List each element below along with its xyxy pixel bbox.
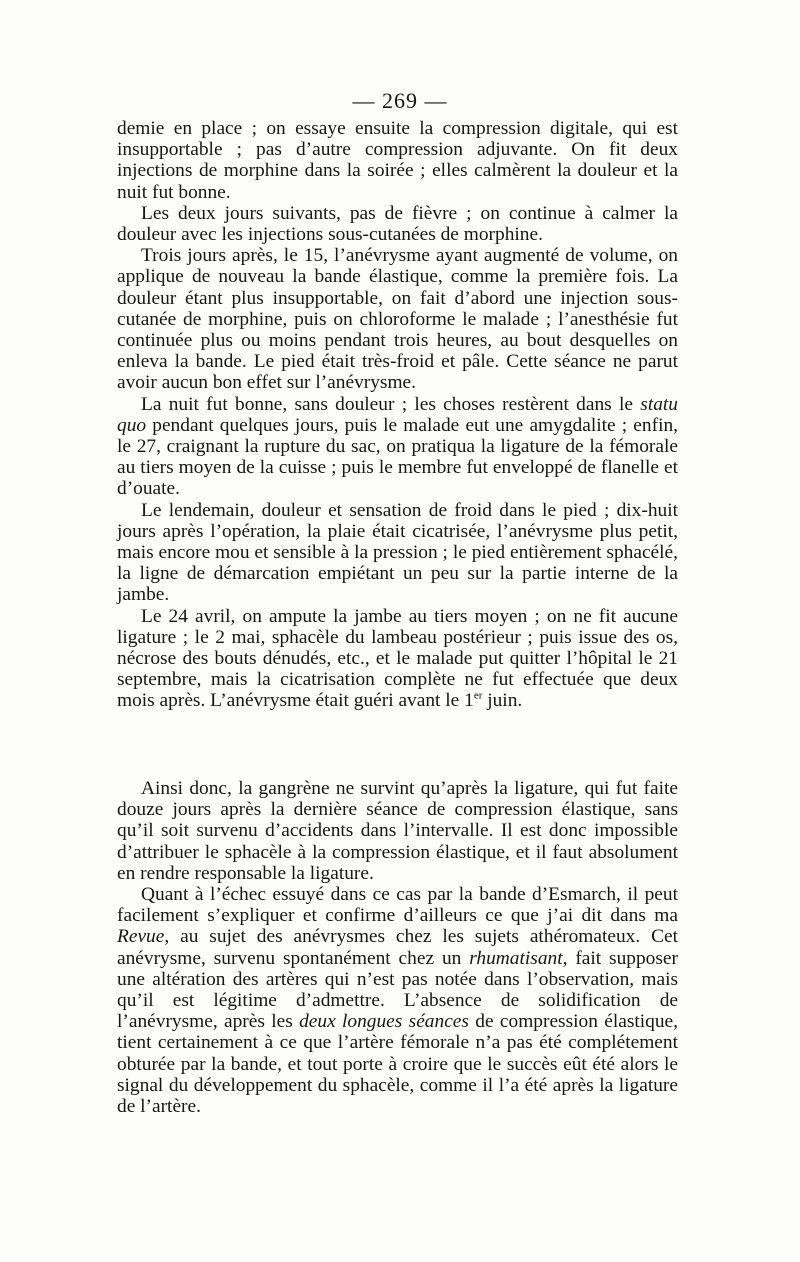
italic-text: Revue	[117, 926, 165, 948]
italic-text: deux longues séances	[299, 1011, 469, 1033]
text-run: Quant à l’échec essuyé dans ce cas par la bande d’Esmarch, il peut facilement s’expliquer et confirme d’ailleurs ce que j’ai dit dans ma	[117, 884, 678, 927]
paragraph	[117, 500, 678, 606]
italic-text: statu quo	[117, 393, 678, 436]
observation-text	[117, 118, 678, 712]
paragraph	[117, 394, 678, 500]
text-run: de compression élastique, tient certainement à ce que l’artère fémorale n’a pas été complétement obturée par la bande, et tout porte à croire que le succès eût été alors le signal du développement du sphacèle, comme il l’a été après la ligature de l’artère.	[117, 1011, 678, 1118]
text-run: , fait supposer une altération des artères qui n’est pas notée dans l’observation, mais qu’il est légitime d’admettre. L’absence de solidification de l’anévrysme, après les	[117, 947, 678, 1033]
commentary-text	[117, 778, 678, 1117]
text-run: demie en place ; on essaye ensuite la compression digitale, qui est insupportable ; pas d’autre compression adjuvante. On fit deux injections de morphine dans la soirée ; elles calmèrent la douleur et la nuit fut bonne.	[117, 118, 678, 203]
paragraph	[117, 245, 678, 393]
page-number: — 269 —	[352, 88, 448, 113]
italic-text: rhumatisant	[469, 947, 563, 969]
text-run: Le 24 avril, on ampute la jambe au tiers moyen ; on ne fit aucune ligature ; le 2 mai, sphacèle du lambeau postérieur ; puis issue des os, nécrose des bouts dénudés, etc., et le malade put quitter l’hôpital le 21 septembre, mais la cicatrisation complète ne fut effectuée que deux mois après. L’anévrysme était guéri avant le 1	[117, 605, 678, 712]
text-run: Trois jours après, le 15, l’anévrysme ayant augmenté de volume, on applique de nouveau la bande élastique, comme la première fois. La douleur étant plus insupportable, on fait d’abord une injection sous-cutanée de morphine, puis on chloroforme le malade ; l’anesthésie fut continuée plus ou moins pendant trois heures, au bout desquelles on enleva la bande. Le pied était très-froid et pâle. Cette séance ne parut avoir aucun bon effet sur l’anévrysme.	[117, 245, 678, 394]
paragraph	[117, 203, 678, 245]
text-run: , au sujet des anévrysmes chez les sujets athéromateux. Cet anévrysme, survenu spontanément chez un	[117, 926, 678, 969]
paragraph	[117, 778, 678, 884]
paragraph	[117, 118, 678, 203]
paragraph	[117, 606, 678, 712]
superscript-text: er	[473, 690, 483, 703]
text-run: pendant quelques jours, puis le malade eut une amygdalite ; enfin, le 27, craignant la rupture du sac, on pratiqua la ligature de la fémorale au tiers moyen de la cuisse ; puis le membre fut enveloppé de flanelle et d’ouate.	[117, 414, 678, 500]
text-run: Le lendemain, douleur et sensation de froid dans le pied ; dix-huit jours après l’opération, la plaie était cicatrisée, l’anévrysme plus petit, mais encore mou et sensible à la pression ; le pied entièrement sphacélé, la ligne de démarcation empiétant un peu sur la partie interne de la jambe.	[117, 499, 678, 606]
text-run: La nuit fut bonne, sans douleur ; les choses restèrent dans le	[141, 393, 641, 415]
paragraph	[117, 884, 678, 1117]
text-run: Les deux jours suivants, pas de fièvre ; on continue à calmer la douleur avec les injections sous-cutanées de morphine.	[117, 202, 678, 246]
text-run: juin.	[482, 690, 523, 712]
text-run: Ainsi donc, la gangrène ne survint qu’après la ligature, qui fut faite douze jours après la dernière séance de compression élastique, sans qu’il soit survenu d’accidents dans l’intervalle. Il est donc impossible d’attribuer le sphacèle à la compression élastique, et il faut absolument en rendre responsable la ligature.	[117, 778, 678, 884]
